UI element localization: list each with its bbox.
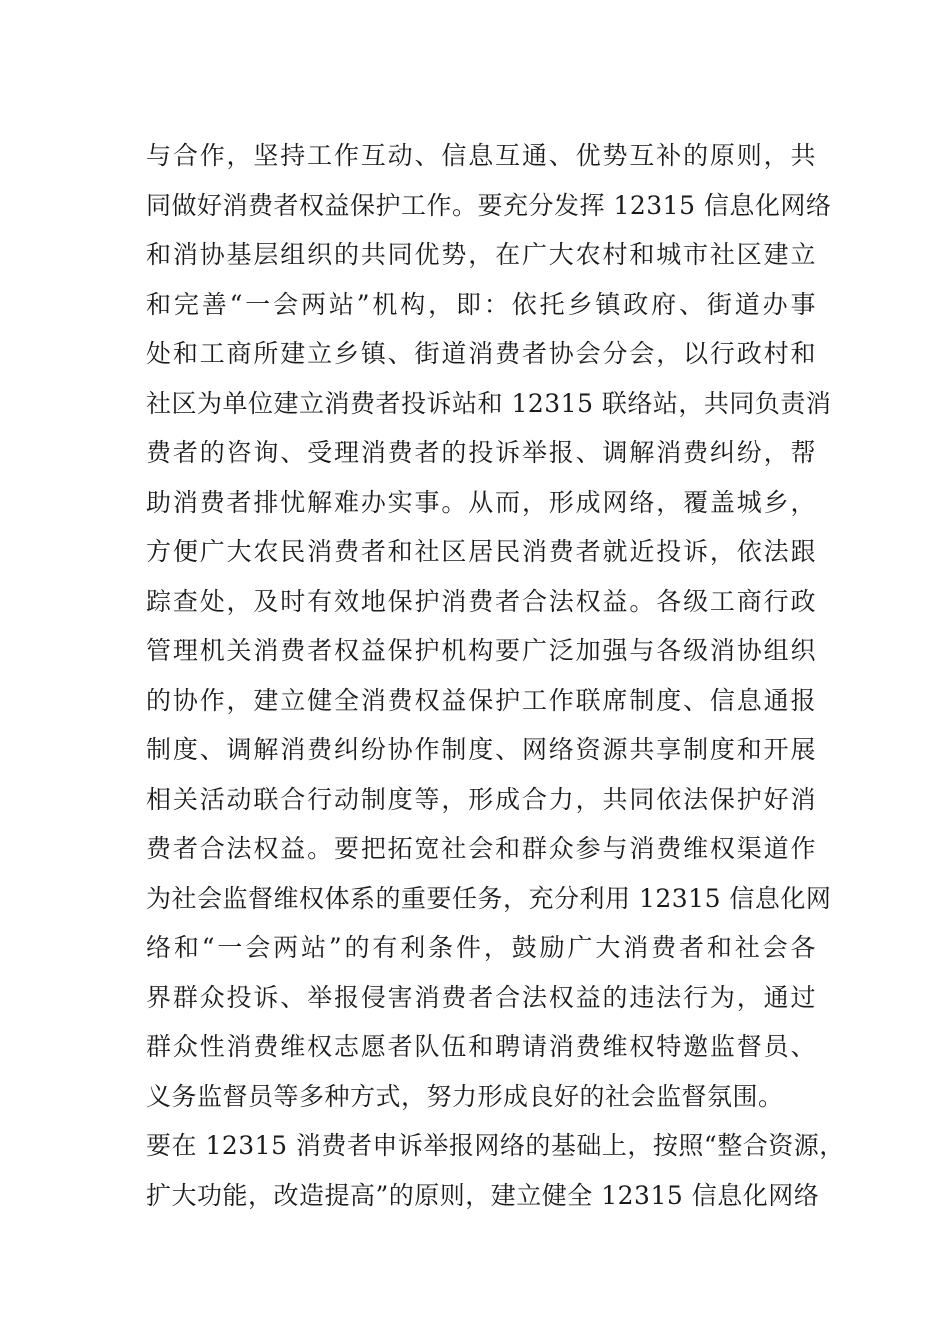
text-line: 为社会监督维权体系的重要任务，充分利用 12315 信息化网	[146, 883, 832, 913]
text-line: 的协作，建立健全消费权益保护工作联席制度、信息通报	[146, 685, 816, 715]
body-paragraph	[146, 131, 845, 1220]
text-line: 和完善“一会两站”机构，即：依托乡镇政府、街道办事	[146, 289, 816, 319]
text-line: 踪查处，及时有效地保护消费者合法权益。各级工商行政	[146, 586, 816, 616]
text-line: 费者合法权益。要把拓宽社会和群众参与消费维权渠道作	[146, 834, 816, 863]
text-line: 社区为单位建立消费者投诉站和 12315 联络站，共同负责消	[146, 388, 832, 418]
text-line: 界群众投诉、举报侵害消费者合法权益的违法行为，通过	[146, 982, 816, 1012]
text-line: 群众性消费维权志愿者队伍和聘请消费维权特邀监督员、	[146, 1032, 816, 1061]
text-line: 助消费者排忧解难办实事。从而，形成网络，覆盖城乡，	[146, 487, 816, 517]
text-line: 要在 12315 消费者申诉举报网络的基础上，按照“整合资源，	[146, 1131, 845, 1160]
text-line: 方便广大农民消费者和社区居民消费者就近投诉，依法跟	[146, 537, 816, 566]
text-line: 管理机关消费者权益保护机构要广泛加强与各级消协组织	[146, 636, 816, 665]
text-line: 同做好消费者权益保护工作。要充分发挥 12315 信息化网络	[146, 190, 832, 220]
text-line: 络和“一会两站”的有利条件，鼓励广大消费者和社会各	[146, 933, 816, 962]
text-line: 相关活动联合行动制度等，形成合力，共同依法保护好消	[146, 784, 816, 814]
text-line: 义务监督员等多种方式，努力形成良好的社会监督氛围。	[146, 1081, 784, 1111]
text-line: 和消协基层组织的共同优势，在广大农村和城市社区建立	[146, 240, 816, 269]
text-line: 费者的咨询、受理消费者的投诉举报、调解消费纠纷，帮	[146, 438, 816, 467]
text-line: 与合作，坚持工作互动、信息互通、优势互补的原则，共	[146, 141, 816, 170]
text-line: 制度、调解消费纠纷协作制度、网络资源共享制度和开展	[146, 735, 816, 764]
text-line: 处和工商所建立乡镇、街道消费者协会分会，以行政村和	[146, 339, 816, 368]
text-line: 扩大功能，改造提高”的原则，建立健全 12315 信息化网络	[146, 1180, 820, 1210]
